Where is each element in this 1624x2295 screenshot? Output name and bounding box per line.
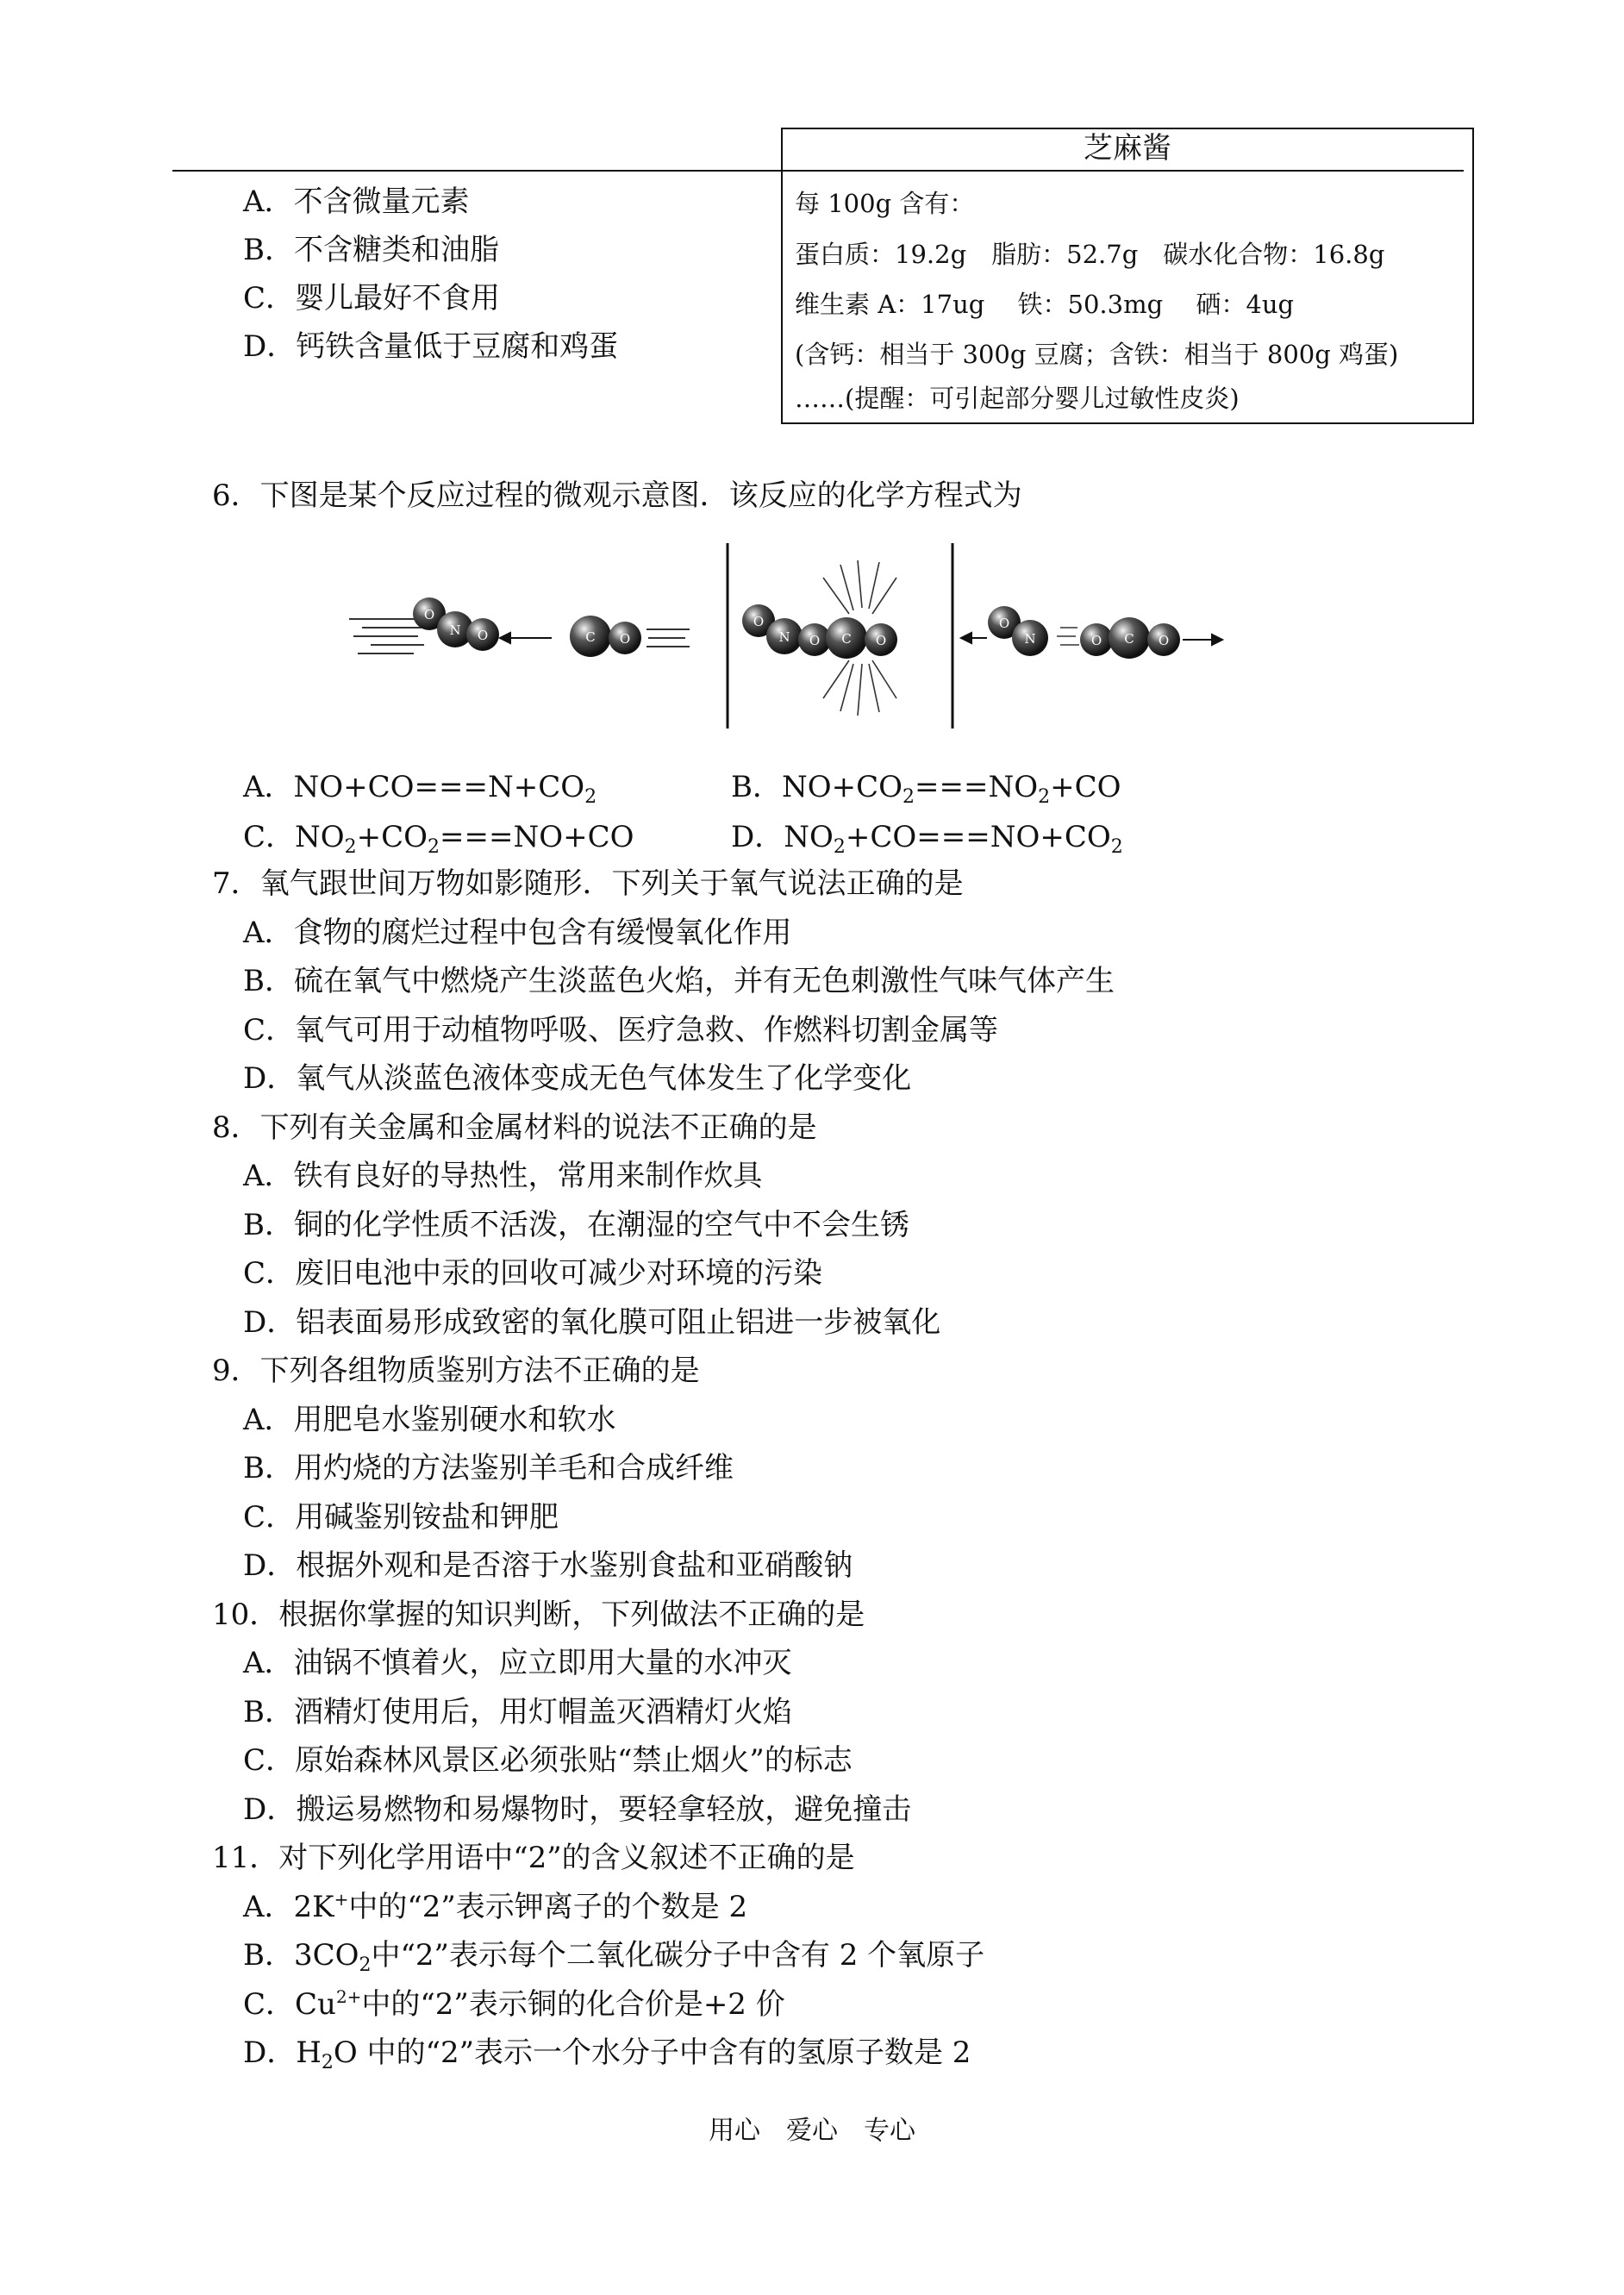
q11-option-a: A．2K+中的“2”表示钾离子的个数是 2 <box>243 1889 748 1924</box>
q5-option-c: C．婴儿最好不食用 <box>243 281 501 316</box>
q7-option-b: B．硫在氧气中燃烧产生淡蓝色火焰，并有无色刺激性气味气体产生 <box>243 964 1115 998</box>
q5-option-d: D．钙铁含量低于豆腐和鸡蛋 <box>243 329 619 364</box>
q6-option-a: A．$NO+CO===N+CO_2$ <box>243 770 597 808</box>
atom-label: O <box>809 633 821 648</box>
q6-option-b: B．$NO+CO_2===NO_2+CO$ <box>731 770 1121 808</box>
motion-lines-icon <box>646 629 690 647</box>
q8-option-a: A．铁有良好的导热性，常用来制作炊具 <box>243 1159 763 1193</box>
q11-option-d: D．$H_2O$ 中的“2”表示一个水分子中含有的氢原子数是 2 <box>243 2035 971 2073</box>
q7-stem: 7．氧气跟世间万物如影随形．下列关于氧气说法正确的是 <box>212 866 964 901</box>
nutrition-box-line: 每 100g 含有： <box>795 189 975 218</box>
atom-label: N <box>449 622 461 638</box>
motion-lines-icon <box>1057 628 1079 645</box>
page-footer: 用心 爱心 专心 <box>709 2116 915 2146</box>
q6-stem: 6．下图是某个反应过程的微观示意图．该反应的化学方程式为 <box>212 478 1022 513</box>
q9-option-a: A．用肥皂水鉴别硬水和软水 <box>243 1403 616 1437</box>
q9-option-b: B．用灼烧的方法鉴别羊毛和合成纤维 <box>243 1451 734 1485</box>
q7-option-a: A．食物的腐烂过程中包含有缓慢氧化作用 <box>243 916 792 950</box>
nutrition-box-line: 维生素 A：17ug 铁：50.3mg 硒：4ug <box>795 290 1295 319</box>
q6-option-c: C．$NO_2+CO_2===NO+CO$ <box>243 820 634 858</box>
atom-label: O <box>875 633 887 648</box>
arrow-left-icon <box>500 633 552 643</box>
arrow-right-icon <box>1183 635 1222 645</box>
q10-stem: 10．根据你掌握的知识判断，下列做法不正确的是 <box>212 1598 865 1632</box>
atom-label: O <box>619 631 631 647</box>
q6-option-d: D．$NO_2+CO===NO+CO_2$ <box>731 820 1123 858</box>
q11-option-b: B．$3CO_2$中“2”表示每个二氧化碳分子中含有 2 个氧原子 <box>243 1938 985 1976</box>
q8-option-c: C．废旧电池中汞的回收可减少对环境的污染 <box>243 1256 823 1291</box>
atom-label: C <box>585 629 596 645</box>
nutrition-box-title: 芝麻酱 <box>1084 131 1171 166</box>
atom-label: N <box>1024 631 1036 647</box>
reaction-diagram <box>345 543 1276 737</box>
motion-lines-icon <box>349 619 427 653</box>
q10-option-a: A．油锅不慎着火，应立即用大量的水冲灭 <box>243 1646 792 1680</box>
q11-option-c: C．$Cu^{2+}$中的“2”表示铜的化合价是+2 价 <box>243 1986 785 2022</box>
q8-option-d: D．铝表面易形成致密的氧化膜可阻止铝进一步被氧化 <box>243 1305 941 1340</box>
q10-option-c: C．原始森林风景区必须张贴“禁止烟火”的标志 <box>243 1743 853 1778</box>
q5-option-a: A．不含微量元素 <box>243 184 470 219</box>
nutrition-box <box>781 128 1474 424</box>
q7-option-d: D．氧气从淡蓝色液体变成无色气体发生了化学变化 <box>243 1061 912 1096</box>
q7-option-c: C．氧气可用于动植物呼吸、医疗急救、作燃料切割金属等 <box>243 1013 999 1047</box>
q11-stem: 11．对下列化学用语中“2”的含义叙述不正确的是 <box>212 1841 855 1875</box>
atom-label: O <box>753 614 765 629</box>
atom-label: O <box>477 628 489 643</box>
nutrition-box-line: 蛋白质：19.2g 脂肪：52.7g 碳水化合物：16.8g <box>795 240 1385 269</box>
q9-stem: 9．下列各组物质鉴别方法不正确的是 <box>212 1354 700 1388</box>
arrow-left-icon <box>961 633 987 643</box>
q8-stem: 8．下列有关金属和金属材料的说法不正确的是 <box>212 1110 817 1145</box>
atom-label: O <box>1090 633 1102 648</box>
q9-option-d: D．根据外观和是否溶于水鉴别食盐和亚硝酸钠 <box>243 1548 853 1583</box>
atom-label: C <box>1124 631 1134 647</box>
q5-option-b: B．不含糖类和油脂 <box>243 233 499 267</box>
nutrition-box-line: (含钙：相当于 300g 豆腐；含铁：相当于 800g 鸡蛋) <box>795 340 1399 369</box>
q10-option-b: B．酒精灯使用后，用灯帽盖灭酒精灯火焰 <box>243 1695 792 1729</box>
atom-label: N <box>778 629 790 645</box>
nutrition-box-line: ……(提醒：可引起部分婴儿过敏性皮炎) <box>795 384 1240 413</box>
atom-label: O <box>998 616 1010 631</box>
q9-option-c: C．用碱鉴别铵盐和钾肥 <box>243 1500 559 1535</box>
q8-option-b: B．铜的化学性质不活泼，在潮湿的空气中不会生锈 <box>243 1208 909 1242</box>
atom-label: O <box>1158 633 1170 648</box>
q10-option-d: D．搬运易燃物和易爆物时，要轻拿轻放，避免撞击 <box>243 1792 912 1827</box>
atom-label: C <box>841 631 852 647</box>
atom-label: O <box>423 607 435 622</box>
